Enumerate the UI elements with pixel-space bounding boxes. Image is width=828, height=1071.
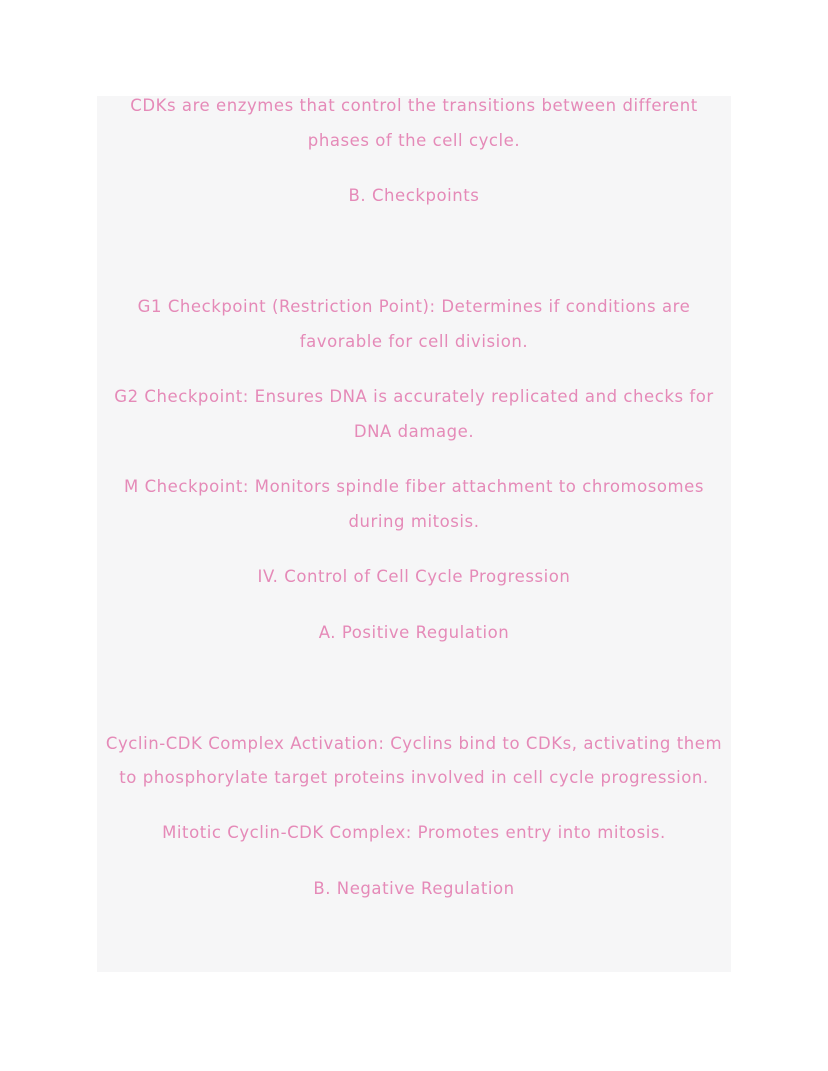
m-checkpoint-line-2: during mitosis. <box>348 512 480 531</box>
cdk-paragraph-line-2: phases of the cell cycle. <box>307 131 521 150</box>
document-content-panel <box>97 96 731 972</box>
g1-checkpoint-line-2: favorable for cell division. <box>299 332 529 351</box>
g1-checkpoint-line-1: G1 Checkpoint (Restriction Point): Determines if conditions are <box>137 297 691 316</box>
checkpoints-heading: B. Checkpoints <box>348 186 480 205</box>
control-of-cell-cycle-heading: IV. Control of Cell Cycle Progression <box>257 567 571 586</box>
cyclin-cdk-activation-line-1: Cyclin-CDK Complex Activation: Cyclins bind to CDKs, activating them <box>105 734 723 753</box>
g2-checkpoint-line-1: G2 Checkpoint: Ensures DNA is accurately replicated and checks for <box>114 387 714 406</box>
cyclin-cdk-activation-line-2: to phosphorylate target proteins involved in cell cycle progression. <box>119 768 709 787</box>
g2-checkpoint-line-2: DNA damage. <box>353 422 475 441</box>
positive-regulation-heading: A. Positive Regulation <box>318 623 510 642</box>
cdk-paragraph-line-1: CDKs are enzymes that control the transitions between different <box>130 96 698 115</box>
negative-regulation-heading: B. Negative Regulation <box>313 879 515 898</box>
m-checkpoint-line-1: M Checkpoint: Monitors spindle fiber attachment to chromosomes <box>123 477 705 496</box>
mitotic-cyclin-cdk-line: Mitotic Cyclin-CDK Complex: Promotes entry into mitosis. <box>162 823 666 842</box>
